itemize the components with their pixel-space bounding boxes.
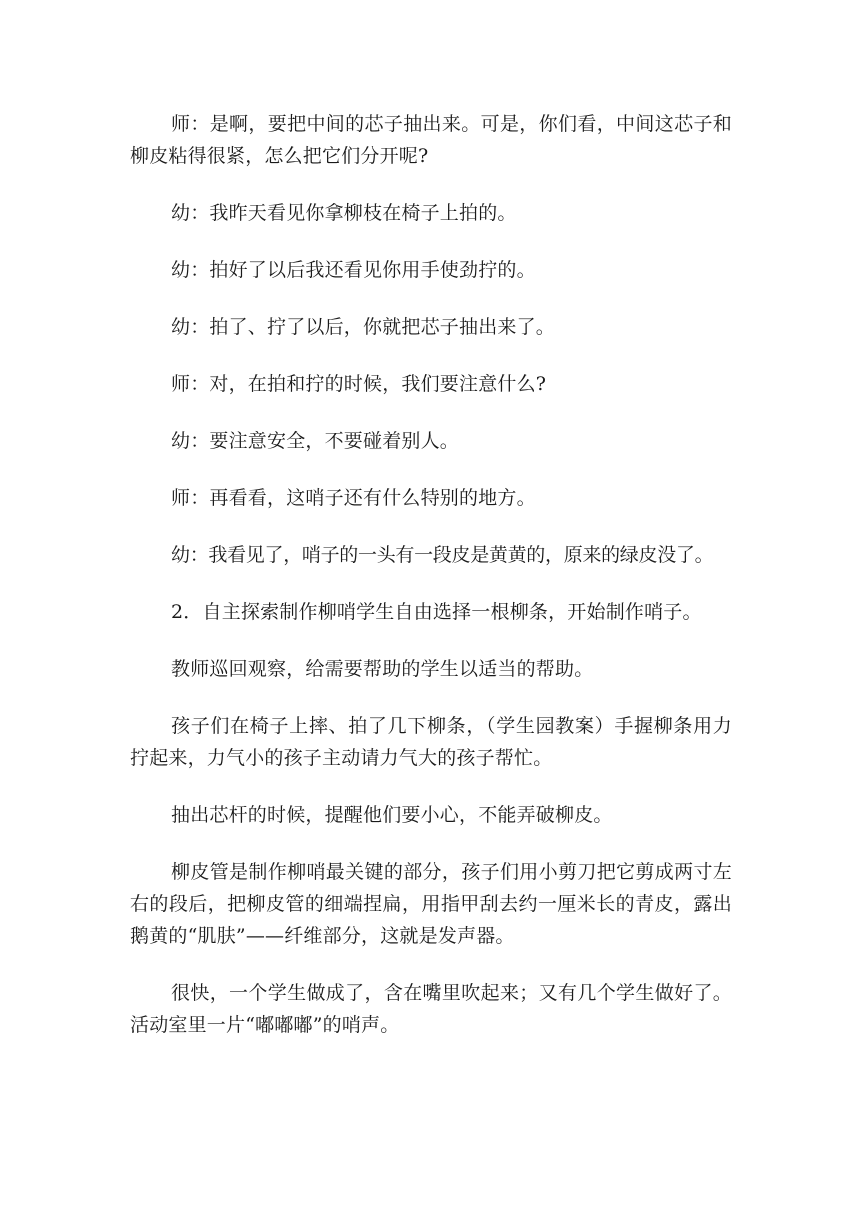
paragraph: 师：再看看，这哨子还有什么特别的地方。 <box>171 487 536 509</box>
paragraph: 师：对，在拍和拧的时候，我们要注意什么? <box>171 373 547 395</box>
document-body <box>130 108 732 1066</box>
paragraph: 抽出芯杆的时候，提醒他们要小心，不能弄破柳皮。 <box>171 804 613 826</box>
paragraph: 2．自主探索制作柳哨学生自由选择一根柳条，开始制作哨子。 <box>171 601 702 623</box>
paragraph: 孩子们在椅子上摔、拍了几下柳条，（学生园教案）手握柳条用力拧起来，力气小的孩子主动请力气大的孩子帮忙。 <box>130 715 732 769</box>
paragraph: 幼：我看见了，哨子的一头有一段皮是黄黄的，原来的绿皮没了。 <box>171 544 714 566</box>
paragraph: 幼：我昨天看见你拿柳枝在椅子上拍的。 <box>171 202 517 224</box>
paragraph: 幼：要注意安全，不要碰着别人。 <box>171 430 460 452</box>
paragraph: 幼：拍了、拧了以后，你就把芯子抽出来了。 <box>171 316 556 338</box>
paragraph: 师：是啊，要把中间的芯子抽出来。可是，你们看，中间这芯子和柳皮粘得很紧，怎么把它们分开呢? <box>130 113 732 167</box>
paragraph: 幼：拍好了以后我还看见你用手使劲拧的。 <box>171 259 536 281</box>
paragraph: 柳皮管是制作柳哨最关键的部分，孩子们用小剪刀把它剪成两寸左右的段后，把柳皮管的细端捏扁，用指甲刮去约一厘米长的青皮，露出鹅黄的“肌肤”——纤维部分，这就是发声器。 <box>130 861 732 947</box>
paragraph: 很快，一个学生做成了，含在嘴里吹起来；又有几个学生做好了。活动室里一片“嘟嘟嘟”的哨声。 <box>130 982 732 1036</box>
paragraph: 教师巡回观察，给需要帮助的学生以适当的帮助。 <box>171 658 594 680</box>
